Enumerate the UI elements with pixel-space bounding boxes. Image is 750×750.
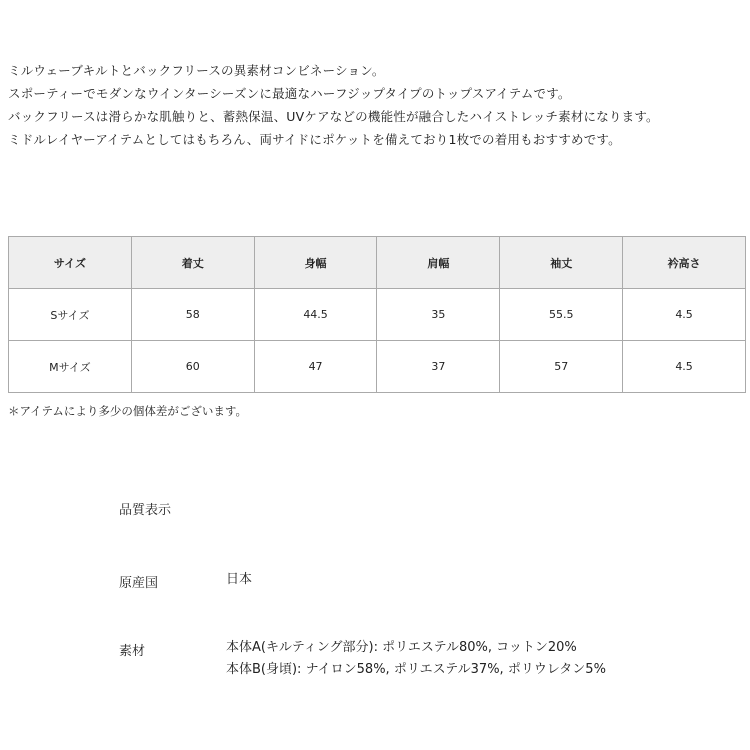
cell-sleeve: 55.5: [500, 289, 623, 341]
origin-value: 日本: [226, 572, 253, 587]
header-sleeve: 袖丈: [500, 237, 623, 289]
individual-difference-note: ＊アイテムにより多少の個体差がございます。: [8, 404, 247, 418]
header-collar-height: 衿高さ: [623, 237, 746, 289]
header-width: 身幅: [254, 237, 377, 289]
description-line: ミドルレイヤーアイテムとしてはもちろん、両サイドにポケットを備えており1枚での着用もおすすめです。: [8, 132, 621, 147]
description-line: バックフリースは滑らかな肌触りと、蓄熱保温、UVケアなどの機能性が融合したハイストレッチ素材になります。: [8, 109, 659, 124]
size-table: [8, 236, 746, 393]
cell-length: 60: [131, 341, 254, 393]
cell-sleeve: 57: [500, 341, 623, 393]
cell-shoulder: 35: [377, 289, 500, 341]
cell-shoulder: 37: [377, 341, 500, 393]
cell-length: 58: [131, 289, 254, 341]
material-value: [226, 637, 606, 681]
cell-width: 47: [254, 341, 377, 393]
description-line: スポーティーでモダンなウインターシーズンに最適なハーフジップタイプのトップスアイテムです。: [8, 86, 571, 101]
description-line: ミルウェーブキルトとバックフリースの異素材コンビネーション。: [8, 63, 385, 78]
cell-size: Sサイズ: [9, 289, 132, 341]
cell-collar-height: 4.5: [623, 341, 746, 393]
material-label: 素材: [119, 644, 146, 659]
size-table-header-row: [9, 237, 746, 289]
material-line: 本体B(身頃): ナイロン58%, ポリエステル37%, ポリウレタン5%: [226, 662, 606, 677]
header-length: 着丈: [131, 237, 254, 289]
material-line: 本体A(キルティング部分): ポリエステル80%, コットン20%: [226, 640, 577, 655]
header-shoulder: 肩幅: [377, 237, 500, 289]
table-row: [9, 289, 746, 341]
cell-width: 44.5: [254, 289, 377, 341]
header-size: サイズ: [9, 237, 132, 289]
cell-collar-height: 4.5: [623, 289, 746, 341]
quality-label-title: 品質表示: [119, 503, 172, 518]
cell-size: Mサイズ: [9, 341, 132, 393]
origin-label: 原産国: [119, 576, 159, 591]
product-description: [8, 59, 659, 151]
table-row: [9, 341, 746, 393]
